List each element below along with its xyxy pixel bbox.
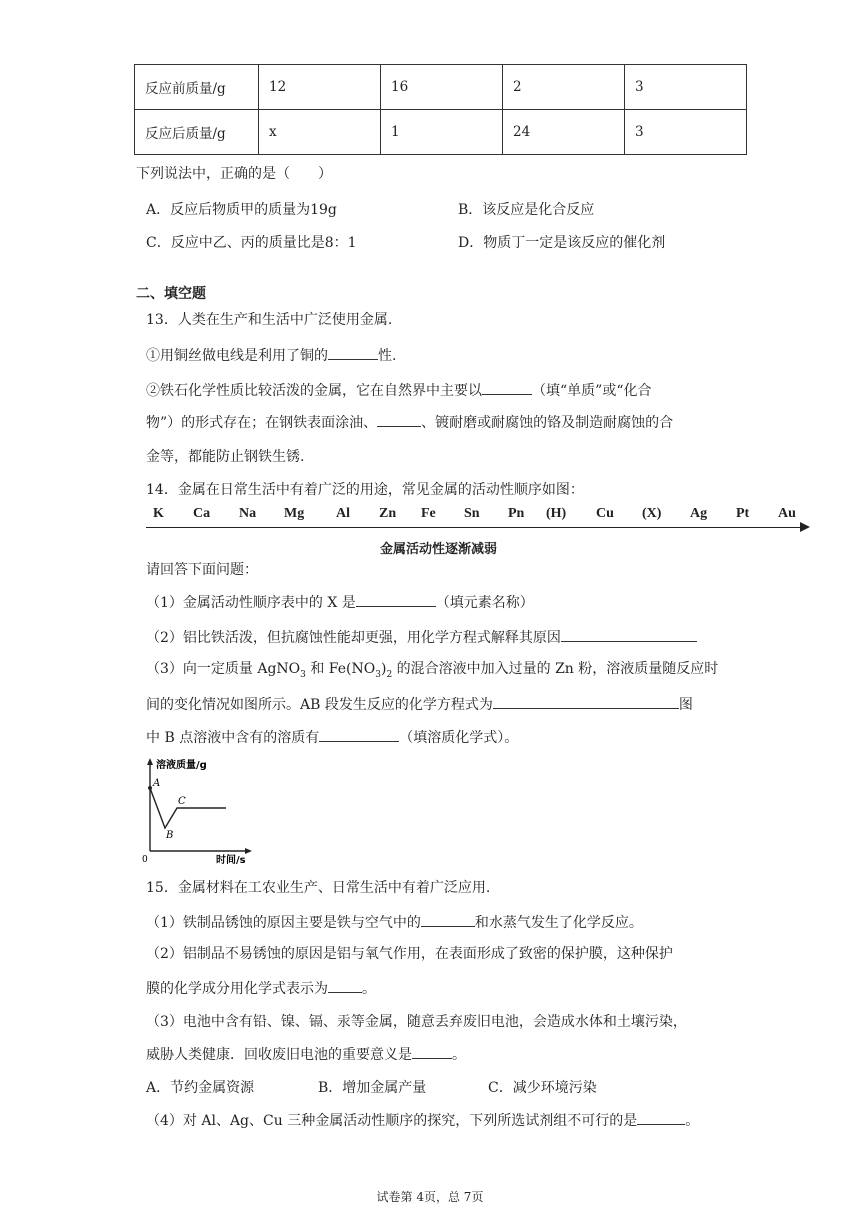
text: 物”）的形式存在；在钢铁表面涂油、 bbox=[146, 415, 378, 431]
question-line bbox=[146, 694, 693, 715]
question-line: （3）电池中含有铅、镍、镉、汞等金属，随意丢弃废旧电池，会造成水体和土壤污染， bbox=[146, 1014, 687, 1030]
question-stem: 15．金属材料在工农业生产、日常生活中有着广泛应用. bbox=[146, 880, 491, 896]
question-line bbox=[146, 627, 697, 648]
origin-label: 0 bbox=[142, 855, 148, 865]
text: ②铁石化学性质比较活泼的金属，它在自然界中主要以 bbox=[146, 383, 482, 399]
metal-symbol: Al bbox=[336, 506, 350, 521]
answer-blank[interactable] bbox=[493, 694, 679, 709]
text: （填元素名称） bbox=[435, 595, 534, 611]
table-cell: 2 bbox=[503, 65, 625, 110]
subscript: 2 bbox=[386, 669, 393, 680]
answer-blank[interactable] bbox=[421, 912, 475, 927]
answer-blank[interactable] bbox=[412, 1044, 452, 1059]
answer-blank[interactable] bbox=[356, 592, 436, 607]
text: 膜的化学成分用化学式表示为 bbox=[146, 981, 328, 997]
x-axis-label: 时间/s bbox=[216, 855, 246, 866]
point-b-label: B bbox=[166, 830, 174, 841]
text: 和水蒸气发生了化学反应。 bbox=[474, 915, 643, 931]
text: 、镀耐磨或耐腐蚀的铬及制造耐腐蚀的合 bbox=[421, 415, 674, 431]
text: 。 bbox=[362, 981, 376, 997]
answer-blank[interactable] bbox=[328, 978, 362, 993]
y-axis-label: 溶液质量/g bbox=[156, 760, 207, 771]
arrow-caption: 金属活动性逐渐减弱 bbox=[380, 542, 498, 557]
question-stem: 14．金属在日常生活中有着广泛的用途，常见金属的活动性顺序如图： bbox=[146, 482, 584, 498]
table-row-label: 反应后质量/g bbox=[135, 110, 259, 155]
metal-symbol: Pt bbox=[736, 506, 750, 521]
option-a: A．节约金属资源 bbox=[146, 1080, 255, 1096]
text: 。 bbox=[685, 1113, 700, 1129]
y-axis-arrow-icon bbox=[147, 758, 153, 765]
question-line bbox=[146, 659, 718, 685]
point-a-marker bbox=[148, 786, 152, 790]
answer-blank[interactable] bbox=[637, 1110, 685, 1125]
table-row bbox=[135, 110, 747, 155]
text: 。 bbox=[452, 1047, 466, 1063]
answer-blank[interactable] bbox=[482, 380, 532, 395]
text: 图 bbox=[678, 697, 693, 713]
option-b: B．增加金属产量 bbox=[318, 1080, 427, 1096]
metal-symbol: Zn bbox=[379, 506, 397, 521]
text: （1）铁制品锈蚀的原因主要是铁与空气中的 bbox=[146, 915, 421, 931]
text: 中 B 点溶液中含有的溶质有 bbox=[146, 730, 320, 746]
point-a-label: A bbox=[153, 778, 161, 789]
text: （填溶质化学式）。 bbox=[399, 730, 519, 746]
metal-symbol: Au bbox=[778, 506, 796, 521]
text: （4）对 Al、Ag、Cu 三种金属活动性顺序的探究，下列所选试剂组不可行的是 bbox=[146, 1113, 638, 1129]
text: （1）金属活动性顺序表中的 X 是 bbox=[146, 595, 356, 611]
mass-curve bbox=[150, 788, 226, 828]
table-cell: 3 bbox=[625, 110, 747, 155]
question-line bbox=[146, 1044, 466, 1065]
table-cell: 12 bbox=[259, 65, 381, 110]
table-cell: 3 bbox=[625, 65, 747, 110]
answer-blank[interactable] bbox=[319, 727, 399, 742]
text: （2）铝比铁活泼，但抗腐蚀性能却更强，用化学方程式解释其原因 bbox=[146, 630, 561, 646]
metal-symbol: (X) bbox=[642, 506, 662, 521]
text: （填“单质”或“化合 bbox=[532, 383, 652, 399]
text: （3）向一定质量 AgNO bbox=[146, 661, 301, 677]
question-line bbox=[146, 345, 396, 366]
page-footer: 试卷第 4页，总 7页 bbox=[376, 1190, 484, 1204]
answer-blank[interactable] bbox=[561, 627, 697, 642]
table-row-label: 反应前质量/g bbox=[135, 65, 259, 110]
arrow-head-icon bbox=[800, 522, 810, 532]
mass-table bbox=[134, 64, 747, 155]
arrow-line bbox=[146, 527, 802, 528]
question-line bbox=[146, 1110, 699, 1131]
table-cell: 24 bbox=[503, 110, 625, 155]
answer-blank[interactable] bbox=[328, 345, 378, 360]
x-axis-arrow-icon bbox=[245, 848, 252, 854]
option-d: D．物质丁一定是该反应的催化剂 bbox=[458, 235, 666, 251]
text: 性. bbox=[378, 348, 397, 364]
option-c: C．反应中乙、丙的质量比是8：1 bbox=[146, 235, 357, 251]
option-c: C．减少环境污染 bbox=[488, 1080, 597, 1096]
section-title: 二、填空题 bbox=[136, 286, 206, 302]
subscript: 3 bbox=[300, 669, 306, 680]
question-line bbox=[146, 912, 643, 933]
table-cell: 16 bbox=[381, 65, 503, 110]
option-a: A．反应后物质甲的质量为19g bbox=[146, 202, 337, 218]
option-b: B．该反应是化合反应 bbox=[458, 202, 595, 218]
table-cell: 1 bbox=[381, 110, 503, 155]
text: 和 Fe(NO bbox=[305, 661, 376, 677]
text: 间的变化情况如图所示。AB 段发生反应的化学方程式为 bbox=[146, 697, 493, 713]
metal-symbol: Cu bbox=[596, 506, 614, 521]
question-line bbox=[146, 727, 518, 748]
question-line bbox=[146, 978, 376, 999]
question-stem: 13．人类在生产和生活中广泛使用金属. bbox=[146, 312, 393, 328]
metal-symbol: Mg bbox=[284, 506, 305, 521]
table-cell: x bbox=[259, 110, 381, 155]
question-line: （2）铝制品不易锈蚀的原因是铝与氧气作用，在表面形成了致密的保护膜，这种保护 bbox=[146, 946, 673, 962]
metal-symbol: Pn bbox=[508, 506, 525, 521]
question-line: 请回答下面问题： bbox=[146, 562, 258, 578]
metal-symbol: Ag bbox=[690, 506, 708, 521]
question-line bbox=[146, 412, 673, 433]
answer-blank[interactable] bbox=[377, 412, 421, 427]
question-line: 金等，都能防止钢铁生锈. bbox=[146, 449, 305, 465]
question-prompt: 下列说法中，正确的是（ ） bbox=[136, 166, 332, 182]
text: ) bbox=[380, 661, 387, 677]
activity-series bbox=[150, 506, 810, 528]
metal-symbol: Sn bbox=[464, 506, 480, 521]
question-line bbox=[146, 380, 651, 401]
metal-symbol: Ca bbox=[193, 506, 211, 521]
metal-symbol: K bbox=[153, 506, 164, 521]
subscript: 3 bbox=[375, 669, 381, 680]
solution-mass-graph bbox=[140, 756, 260, 866]
text: ①用铜丝做电线是利用了铜的 bbox=[146, 348, 328, 364]
metal-symbol: Na bbox=[239, 506, 257, 521]
text: 威胁人类健康．回收废旧电池的重要意义是 bbox=[146, 1047, 412, 1063]
metal-symbol: (H) bbox=[546, 506, 567, 521]
metal-symbol: Fe bbox=[421, 506, 436, 521]
text: 的混合溶液中加入过量的 Zn 粉，溶液质量随反应时 bbox=[392, 661, 719, 677]
table-row bbox=[135, 65, 747, 110]
question-line bbox=[146, 592, 534, 613]
point-c-label: C bbox=[178, 796, 186, 807]
